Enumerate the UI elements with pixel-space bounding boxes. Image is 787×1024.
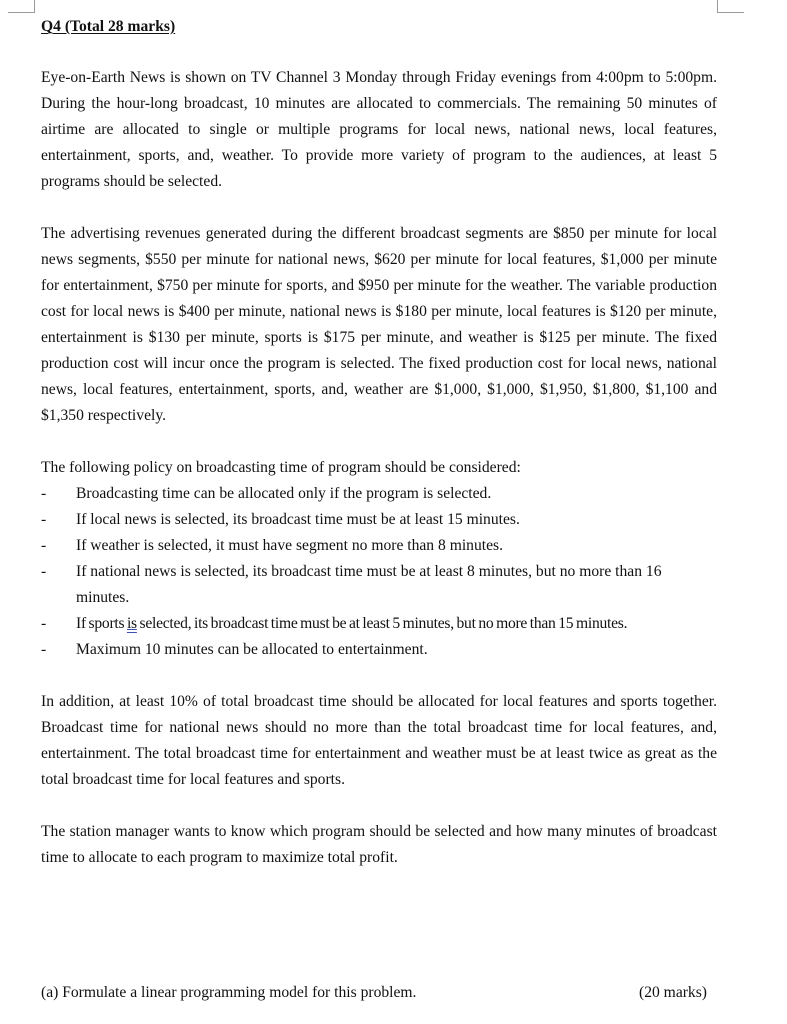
list-item — [41, 637, 717, 663]
policy-text-prefix: If sports — [76, 615, 127, 632]
revenue-paragraph: The advertising revenues generated during the different broadcast segments are $850 per minute for local news segments, $550 per minute for national news, $620 per minute for local features, $1,000 per minute for entertainment, $750 per minute for sports, and $950 per minute for the weather. The variable production cost for local news is $400 per minute, national news is $180 per minute, local features is $120 per minute, entertainment is $130 per minute, sports is $175 per minute, and weather is $125 per minute. The fixed production cost will incur once the program is selected. The fixed production cost for local news, national news, local features, entertainment, sports, and, weather are $1,000, $1,000, $1,950, $1,800, $1,100 and $1,350 respectively. — [41, 225, 717, 424]
bullet-dash: - — [41, 511, 47, 528]
policy-text: If national news is selected, its broadcast time must be at least 8 minutes, but no more than 16 minutes. — [76, 563, 662, 606]
list-item — [41, 533, 717, 559]
question-heading: Q4 (Total 28 marks) — [41, 18, 176, 35]
policy-text: If local news is selected, its broadcast time must be at least 15 minutes. — [76, 511, 520, 528]
policy-list — [41, 481, 717, 663]
intro-paragraph: Eye-on-Earth News is shown on TV Channel 3 Monday through Friday evenings from 4:00pm to 5:00pm. During the hour-long broadcast, 10 minutes are allocated to commercials. The remaining 50 minutes of airtime are allocated to single or multiple programs for local news, national news, local features, entertainment, sports, and, weather. To provide more variety of program to the audiences, at least 5 programs should be selected. — [41, 69, 717, 190]
bullet-dash: - — [41, 563, 47, 580]
list-item — [41, 559, 717, 611]
bullet-dash: - — [41, 537, 47, 554]
bullet-dash: - — [41, 641, 47, 658]
crop-mark-left — [8, 0, 35, 13]
list-item — [41, 507, 717, 533]
crop-mark-right — [717, 0, 744, 13]
sub-question-marks: (20 marks) — [639, 984, 707, 1001]
policy-text: If weather is selected, it must have segment no more than 8 minutes. — [76, 537, 503, 554]
list-item — [41, 481, 717, 507]
policy-text: Maximum 10 minutes can be allocated to entertainment. — [76, 641, 428, 658]
policy-intro: The following policy on broadcasting time of program should be considered: — [41, 459, 521, 476]
policy-text: Broadcasting time can be allocated only if the program is selected. — [76, 485, 492, 502]
bullet-dash: - — [41, 485, 47, 502]
bullet-dash: - — [41, 615, 46, 632]
sub-question — [41, 980, 707, 1006]
manager-paragraph: The station manager wants to know which program should be selected and how many minutes of broadcast time to allocate to each program to maximize total profit. — [41, 823, 717, 866]
spellcheck-underlined-word: is — [126, 615, 137, 632]
question-content — [41, 14, 717, 871]
additional-constraints-paragraph: In addition, at least 10% of total broadcast time should be allocated for local features and sports together. Broadcast time for national news should no more than the total broadcast time for local features, and, entertainment. The total broadcast time for entertainment and weather must be at least twice as great as the total broadcast time for local features and sports. — [41, 693, 717, 788]
sub-question-text: (a) Formulate a linear programming model for this problem. — [41, 984, 417, 1001]
list-item — [41, 611, 717, 637]
policy-text-suffix: selected, its broadcast time must be at least 5 minutes, but no more than 15 minutes. — [136, 615, 628, 632]
